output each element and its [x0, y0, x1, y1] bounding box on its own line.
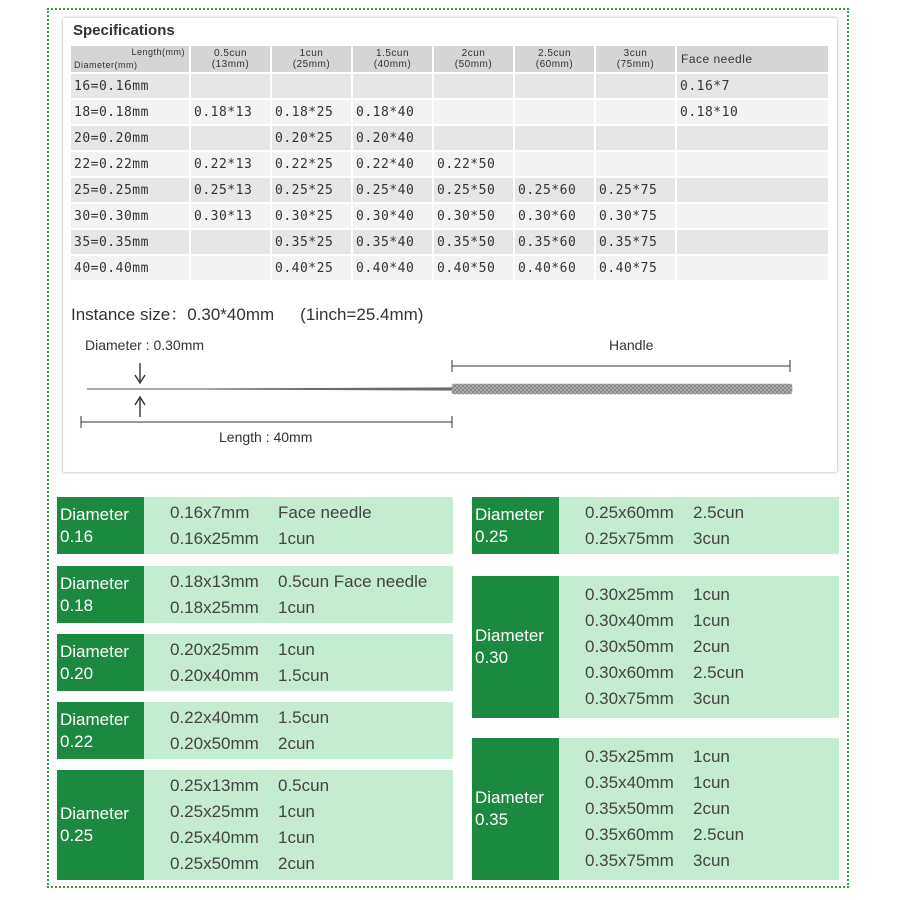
diameter-word: Diameter	[475, 504, 544, 524]
spec-size-cell: 0.25*75	[596, 178, 675, 202]
spec-size-cell: 0.22*40	[353, 152, 432, 176]
diameter-card	[472, 497, 839, 554]
column-header-mm: (13mm)	[211, 59, 250, 70]
spec-face-cell: 0.18*10	[677, 100, 828, 124]
diameter-word: Diameter	[60, 573, 129, 593]
diameter-value: 0.20	[60, 663, 94, 683]
diameter-card-label	[472, 738, 559, 880]
size-entry	[585, 796, 839, 822]
size-entry	[585, 822, 839, 848]
diameter-card-body	[144, 702, 453, 759]
spec-size-cell: 0.35*50	[434, 230, 513, 254]
spec-size-cell: 0.30*25	[272, 204, 351, 228]
size-mm: 0.25x60mm	[585, 502, 674, 522]
diameter-word: Diameter	[475, 788, 544, 807]
diameter-card-body	[559, 497, 839, 554]
diameter-arrows	[135, 363, 145, 417]
diameter-card-body	[144, 770, 453, 880]
spec-size-cell: 0.20*40	[353, 126, 432, 150]
diameter-word: Diameter	[60, 804, 129, 823]
column-header-mm: (50mm)	[454, 59, 493, 70]
handle-label: Handle	[609, 337, 654, 353]
diameter-card-label	[57, 702, 144, 759]
diameter-card	[57, 566, 453, 623]
length-dimension-line	[81, 416, 452, 428]
size-mm: 0.25x25mm	[170, 802, 259, 821]
spec-size-cell: 0.30*40	[353, 204, 432, 228]
size-mm: 0.25x40mm	[170, 828, 259, 847]
size-cun: 2cun	[278, 733, 315, 753]
size-entry	[585, 634, 839, 660]
specifications-panel	[63, 18, 837, 472]
size-cun: 2cun	[693, 637, 730, 656]
diameter-label: Diameter : 0.30mm	[85, 337, 205, 353]
spec-size-cell: 0.25*40	[353, 178, 432, 202]
size-mm: 0.20x25mm	[170, 639, 259, 659]
diameter-value: 0.35	[475, 810, 509, 829]
spec-size-cell: 0.22*25	[272, 152, 351, 176]
diameter-card	[57, 770, 453, 880]
spec-size-cell: 0.22*50	[434, 152, 513, 176]
spec-size-cell: 0.40*40	[353, 256, 432, 280]
diameter-card	[57, 497, 453, 554]
size-cun: 1cun	[278, 828, 315, 847]
spec-size-cell: 0.25*25	[272, 178, 351, 202]
needle-shaft	[83, 388, 452, 391]
column-header-mm: (60mm)	[535, 59, 574, 70]
size-mm: 0.30x75mm	[585, 689, 674, 708]
spec-diameter-cell: 40=0.40mm	[71, 256, 189, 280]
spec-size-cell: 0.18*25	[272, 100, 351, 124]
diameter-card-body	[144, 497, 453, 554]
size-cun: 1cun	[693, 747, 730, 766]
needle-diagram	[63, 18, 837, 472]
size-cun: 1cun	[278, 802, 315, 821]
size-entry	[585, 608, 839, 634]
diameter-card	[472, 738, 839, 880]
spec-size-cell: 0.18*40	[353, 100, 432, 124]
diameter-card-label	[472, 576, 559, 718]
spec-size-cell: 0.22*13	[191, 152, 270, 176]
spec-size-cell: 0.40*25	[272, 256, 351, 280]
spec-size-cell: 0.30*75	[596, 204, 675, 228]
spec-title: Specifications	[73, 22, 175, 39]
size-cun: 3cun	[693, 689, 730, 708]
size-mm: 0.20x50mm	[170, 733, 259, 753]
diameter-card-body	[559, 576, 839, 718]
size-mm: 0.22x40mm	[170, 707, 259, 727]
diameter-value: 0.25	[60, 826, 94, 845]
spec-size-cell: 0.40*50	[434, 256, 513, 280]
size-mm: 0.30x40mm	[585, 611, 674, 630]
diameter-card-label	[57, 497, 144, 554]
spec-face-cell: 0.16*7	[677, 74, 828, 98]
diameter-value: 0.22	[60, 731, 94, 751]
diameter-card-body	[144, 634, 453, 691]
diameter-word: Diameter	[60, 641, 129, 661]
size-cun: 2cun	[278, 854, 315, 873]
length-axis-label: Length(mm)	[131, 47, 185, 57]
diameter-card-label	[472, 497, 559, 554]
spec-size-cell: 0.25*50	[434, 178, 513, 202]
handle-dimension-line	[452, 360, 790, 372]
spec-size-cell: 0.30*13	[191, 204, 270, 228]
diameter-word: Diameter	[60, 504, 129, 524]
size-mm: 0.20x40mm	[170, 665, 259, 685]
size-entry	[585, 744, 839, 770]
size-cun: 1.5cun	[278, 707, 330, 727]
spec-size-cell: 0.20*25	[272, 126, 351, 150]
size-entry	[585, 770, 839, 796]
spec-diameter-cell: 22=0.22mm	[71, 152, 189, 176]
column-header-cun: 2.5cun	[537, 48, 572, 59]
size-mm: 0.16x7mm	[170, 502, 250, 522]
column-header-mm: (75mm)	[616, 59, 655, 70]
diameter-card-label	[57, 566, 144, 623]
size-cun: 1cun	[693, 773, 730, 792]
column-header-cun: 2cun	[461, 48, 486, 59]
spec-size-cell: 0.18*13	[191, 100, 270, 124]
size-entry	[170, 569, 453, 595]
size-mm: 0.35x60mm	[585, 825, 674, 844]
spec-size-cell: 0.25*13	[191, 178, 270, 202]
size-cun: 3cun	[693, 851, 730, 870]
size-cun: 2.5cun	[693, 663, 745, 682]
size-cun: 0.5cun Face needle	[278, 571, 428, 591]
size-cun: 1cun	[278, 528, 315, 548]
size-entry	[170, 637, 453, 663]
size-mm: 0.25x13mm	[170, 776, 259, 795]
diameter-value: 0.25	[475, 526, 509, 546]
needle-handle	[452, 384, 792, 394]
size-entry	[170, 705, 453, 731]
size-entry	[170, 851, 453, 877]
size-cun: 2.5cun	[693, 825, 745, 844]
spec-size-cell: 0.35*75	[596, 230, 675, 254]
diameter-card	[57, 702, 453, 759]
column-header-cun: 1.5cun	[375, 48, 410, 59]
size-mm: 0.25x50mm	[170, 854, 259, 873]
size-mm: 0.18x25mm	[170, 597, 259, 617]
size-mm: 0.30x50mm	[585, 637, 674, 656]
size-mm: 0.35x40mm	[585, 773, 674, 792]
size-entry	[585, 686, 839, 712]
size-cun: 1cun	[278, 597, 315, 617]
spec-diameter-cell: 18=0.18mm	[71, 100, 189, 124]
size-entry	[585, 848, 839, 874]
diameter-value: 0.18	[60, 595, 94, 615]
spec-diameter-cell: 16=0.16mm	[71, 74, 189, 98]
inch-conversion: (1inch=25.4mm)	[300, 305, 424, 324]
length-label: Length : 40mm	[219, 429, 313, 445]
size-entry	[170, 731, 453, 757]
spec-size-cell: 0.40*60	[515, 256, 594, 280]
spec-size-cell: 0.40*75	[596, 256, 675, 280]
column-header-cun: 3cun	[623, 48, 648, 59]
spec-size-cell: 0.30*60	[515, 204, 594, 228]
size-mm: 0.35x50mm	[585, 799, 674, 818]
size-cun: 0.5cun	[278, 776, 330, 795]
size-cun: 1.5cun	[278, 665, 330, 685]
diameter-card-body	[144, 566, 453, 623]
size-mm: 0.25x75mm	[585, 528, 674, 548]
size-entry	[170, 526, 453, 552]
size-entry	[170, 825, 453, 851]
size-mm: 0.35x25mm	[585, 747, 674, 766]
size-cun: 1cun	[278, 639, 315, 659]
size-entry	[170, 595, 453, 621]
spec-diameter-cell: 30=0.30mm	[71, 204, 189, 228]
diameter-value: 0.30	[475, 648, 509, 667]
diameter-card	[57, 634, 453, 691]
size-mm: 0.18x13mm	[170, 571, 259, 591]
size-entry	[585, 500, 839, 526]
size-cun: 1cun	[693, 585, 730, 604]
spec-size-cell: 0.30*50	[434, 204, 513, 228]
spec-size-cell: 0.35*40	[353, 230, 432, 254]
diameter-card	[472, 576, 839, 718]
size-mm: 0.35x75mm	[585, 851, 674, 870]
spec-size-cell: 0.35*25	[272, 230, 351, 254]
size-cun: 3cun	[693, 528, 730, 548]
size-cun: 2cun	[693, 799, 730, 818]
diameter-card-label	[57, 770, 144, 880]
size-cun: 1cun	[693, 611, 730, 630]
size-entry	[170, 500, 453, 526]
diameter-card-body	[559, 738, 839, 880]
column-header-mm: (40mm)	[373, 59, 412, 70]
spec-size-cell: 0.25*60	[515, 178, 594, 202]
size-entry	[585, 582, 839, 608]
spec-diameter-cell: 35=0.35mm	[71, 230, 189, 254]
diameter-value: 0.16	[60, 526, 94, 546]
size-entry	[170, 773, 453, 799]
size-entry	[585, 660, 839, 686]
size-entry	[170, 799, 453, 825]
size-cun: Face needle	[278, 502, 372, 522]
size-cun: 2.5cun	[693, 502, 745, 522]
spec-diameter-cell: 25=0.25mm	[71, 178, 189, 202]
diameter-word: Diameter	[475, 626, 544, 645]
diameter-card-label	[57, 634, 144, 691]
size-entry	[170, 663, 453, 689]
column-header-cun: 0.5cun	[213, 48, 248, 59]
instance-size-text: Instance size：0.30*40mm	[71, 305, 275, 324]
face-needle-header: Face needle	[677, 46, 828, 72]
spec-diameter-cell: 20=0.20mm	[71, 126, 189, 150]
size-entry	[585, 526, 839, 552]
size-mm: 0.30x25mm	[585, 585, 674, 604]
spec-size-cell: 0.35*60	[515, 230, 594, 254]
column-header-cun: 1cun	[299, 48, 324, 59]
diameter-axis-label: Diameter(mm)	[74, 60, 138, 70]
size-mm: 0.16x25mm	[170, 528, 259, 548]
diameter-word: Diameter	[60, 709, 129, 729]
column-header-mm: (25mm)	[292, 59, 331, 70]
size-mm: 0.30x60mm	[585, 663, 674, 682]
